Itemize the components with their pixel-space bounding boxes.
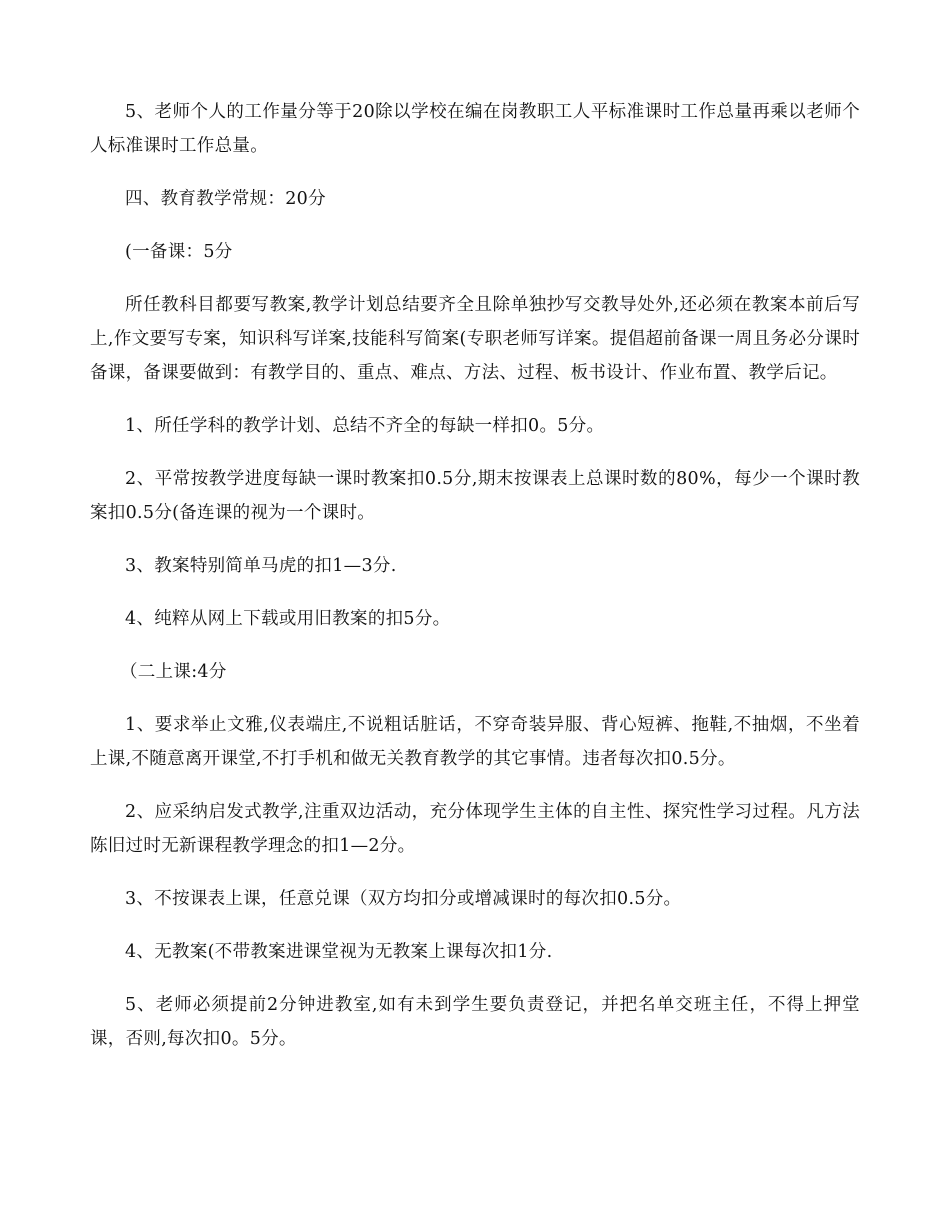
rule-item-no-lesson-plan: 4、无教案(不带教案进课堂视为无教案上课每次扣1分. [125, 942, 553, 962]
rule-item-missing-lesson-plans: 2、平常按教学进度每缺一课时教案扣0.5分,期末按课表上总课时数的80%，每少一个课时教案扣0.5分(备连课的视为一个课时。 [90, 469, 860, 523]
rule-item-conduct: 1、要求举止文雅,仪表端庄,不说粗话脏话，不穿奇装异服、背心短裤、拖鞋,不抽烟，不坐着上课,不随意离开课堂,不打手机和做无关教育教学的其它事情。违者每次扣0.5分。 [90, 715, 860, 769]
rule-item-schedule: 3、不按课表上课，任意兑课（双方均扣分或增减课时的每次扣0.5分。 [125, 889, 682, 909]
section-heading-teaching-routine: 四、教育教学常规：20分 [125, 189, 326, 209]
rule-item-careless-plans: 3、教案特别简单马虎的扣1—3分. [125, 556, 397, 576]
paragraph-lesson-prep-requirements: 所任教科目都要写教案,教学计划总结要齐全且除单独抄写交教导处外,还必须在教案本前后写上,作文要写专案，知识科写详案,技能科写简案(专职老师写详案。提倡超前备课一周且务必分课时备课，备课要做到：有教学目的、重点、难点、方法、过程、板书设计、作业布置、教学后记。 [90, 295, 860, 383]
paragraph-workload-formula: 5、老师个人的工作量分等于20除以学校在编在岗教职工人平标准课时工作总量再乘以老师个人标准课时工作总量。 [90, 102, 860, 156]
document-body [90, 95, 860, 1075]
rule-item-teaching-method: 2、应采纳启发式教学,注重双边活动，充分体现学生主体的自主性、探究性学习过程。凡方法陈旧过时无新课程教学理念的扣1—2分。 [90, 802, 860, 856]
rule-item-punctuality: 5、老师必须提前2分钟进教室,如有未到学生要负责登记，并把名单交班主任，不得上押堂课，否则,每次扣0。5分。 [90, 995, 860, 1049]
subsection-heading-classes: （二上课:4分 [120, 662, 227, 682]
rule-item-plan-summary: 1、所任学科的教学计划、总结不齐全的每缺一样扣0。5分。 [125, 416, 605, 436]
rule-item-downloaded-plans: 4、纯粹从网上下载或用旧教案的扣5分。 [125, 609, 451, 629]
subsection-heading-lesson-prep: (一备课：5分 [125, 242, 233, 262]
